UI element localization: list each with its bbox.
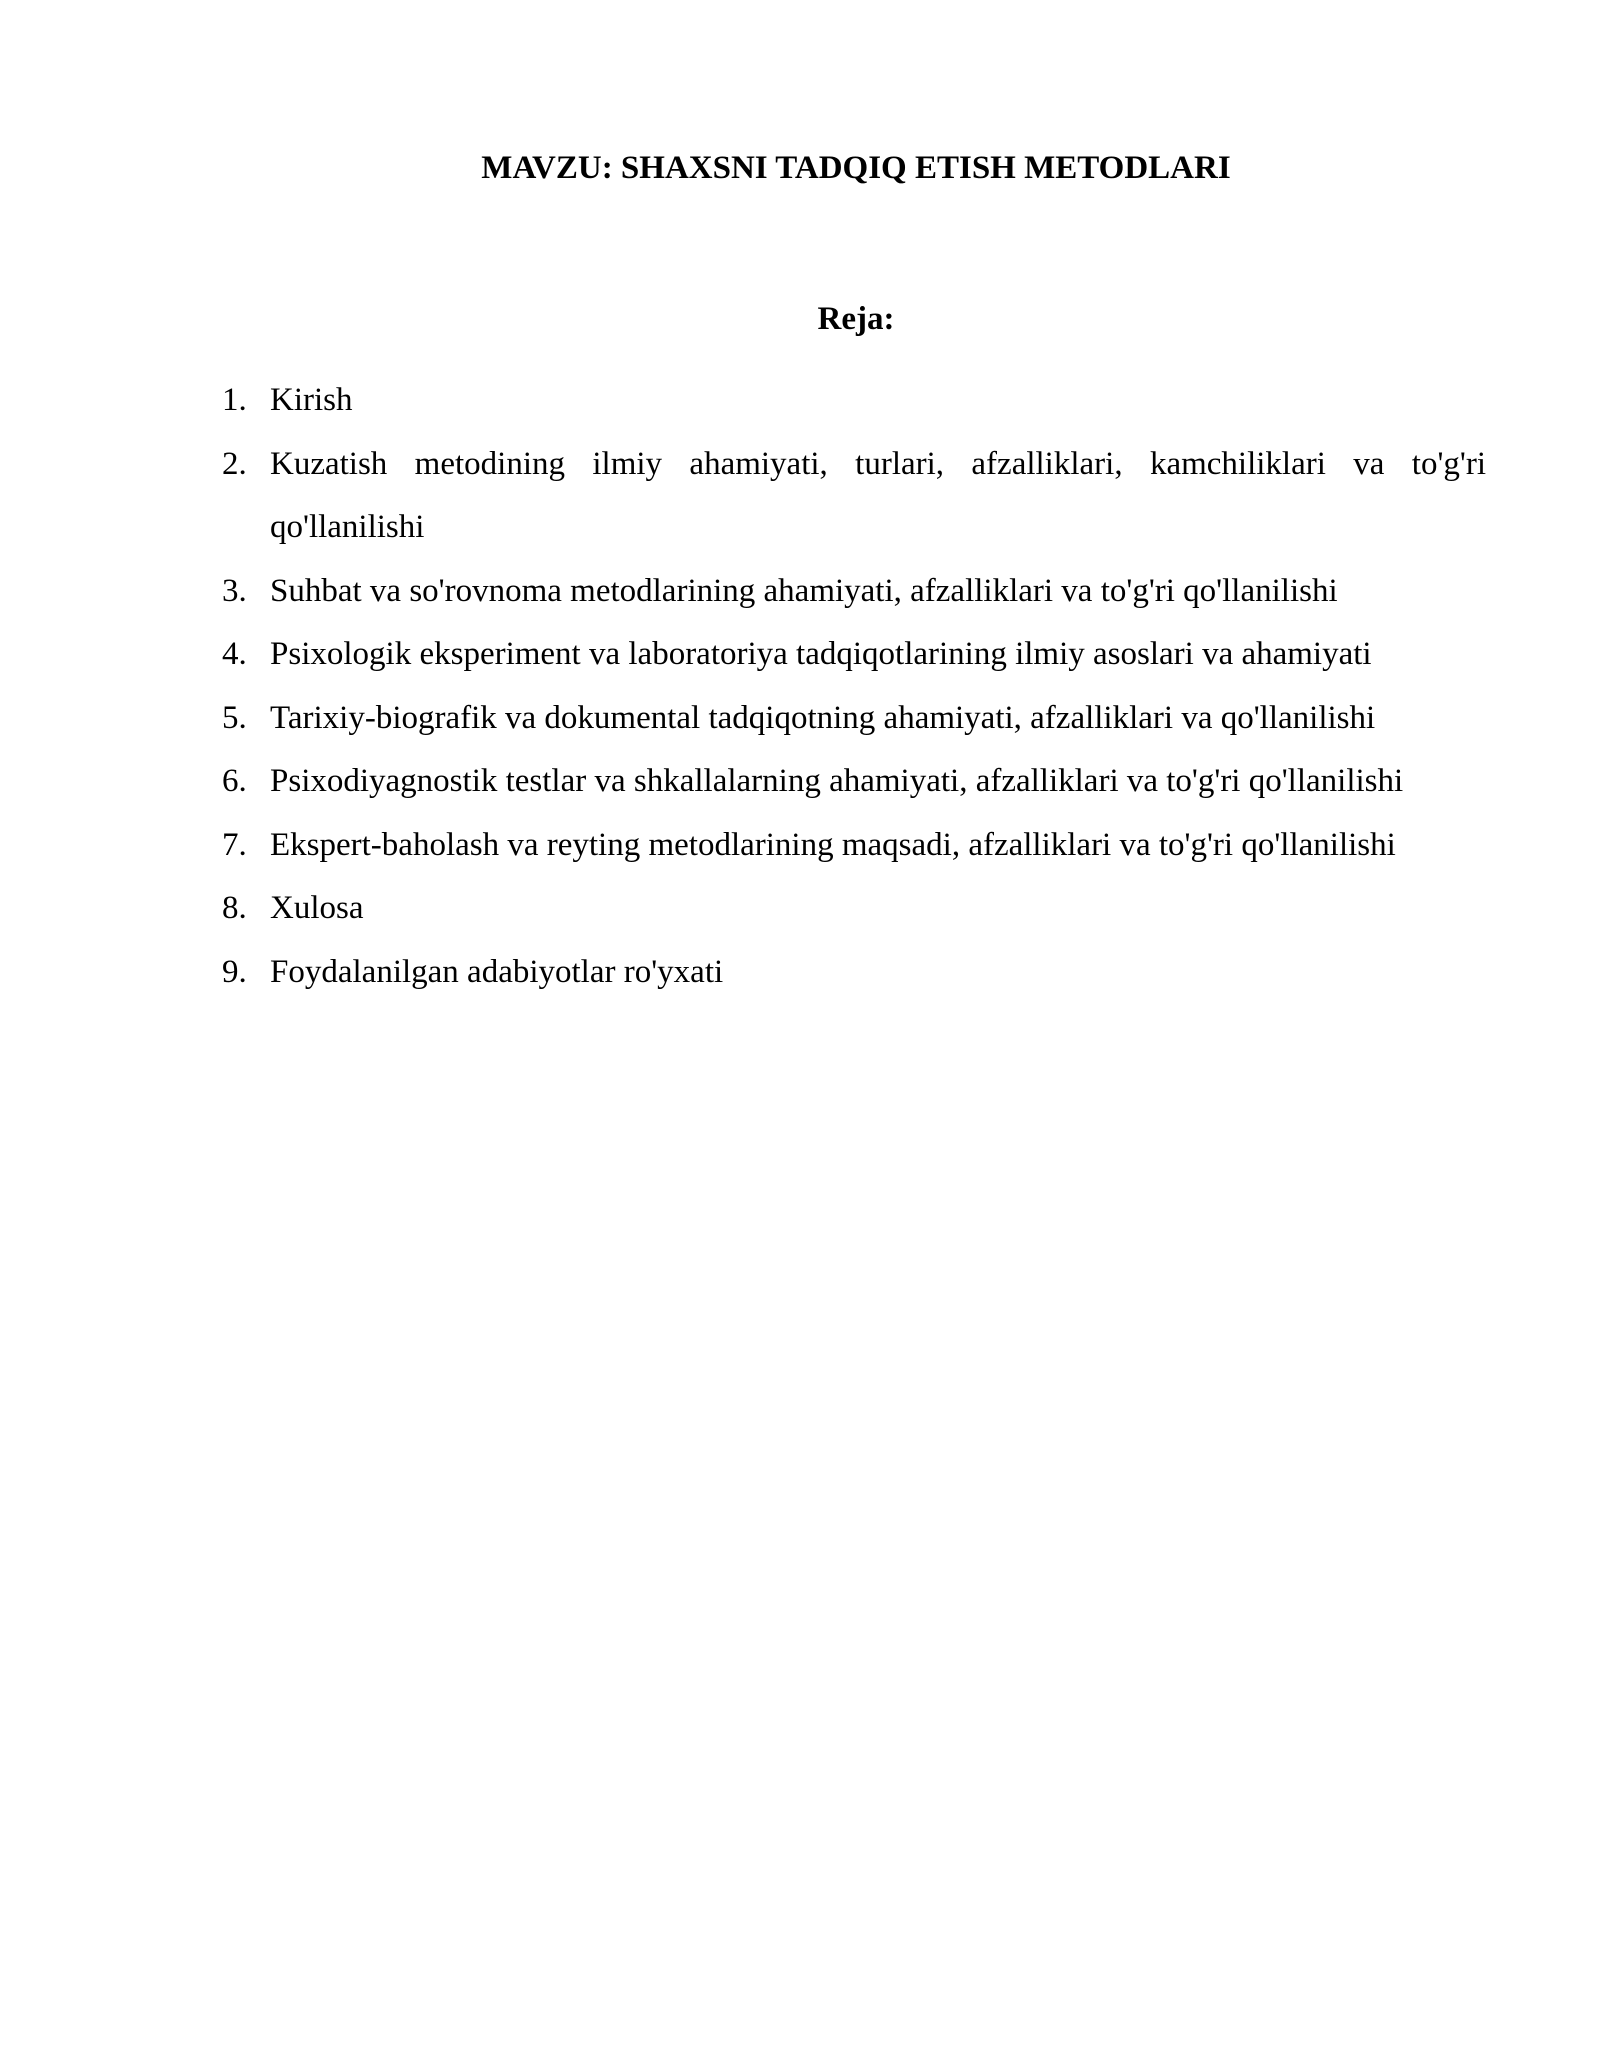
plan-item-text: Tarixiy-biografik va dokumental tadqiqotning ahamiyati, afzalliklari va qo'llanilishi — [270, 699, 1376, 736]
document-title: MAVZU: SHAXSNI TADQIQ ETISH METODLARI — [481, 150, 1231, 186]
plan-item-number: 9. — [222, 953, 247, 990]
plan-item-number: 6. — [222, 763, 247, 799]
plan-item-text: Kuzatish metodining ilmiy ahamiyati, turlari, afzalliklari, kamchiliklari va to'g'ri qo'llanilishi — [270, 445, 1486, 545]
plan-item-number: 5. — [222, 699, 247, 736]
plan-item-number: 3. — [222, 572, 247, 609]
plan-item — [222, 877, 1486, 941]
plan-item-number: 7. — [222, 826, 247, 863]
plan-item-text: Kirish — [270, 382, 353, 418]
plan-item-text: Psixodiyagnostik testlar va shkallalarning ahamiyati, afzalliklari va to'g'ri qo'llanilishi — [270, 763, 1404, 799]
plan-item-text: Xulosa — [270, 890, 364, 926]
plan-list — [222, 369, 1486, 1004]
plan-item-number: 2. — [222, 445, 247, 482]
plan-item — [222, 560, 1486, 624]
plan-item-text: Suhbat va so'rovnoma metodlarining ahamiyati, afzalliklari va to'g'ri qo'llanilishi — [270, 572, 1338, 609]
plan-item — [222, 814, 1486, 878]
plan-item — [222, 433, 1486, 560]
plan-item-number: 4. — [222, 636, 247, 672]
plan-item — [222, 750, 1486, 814]
plan-item-text: Foydalanilgan adabiyotlar ro'yxati — [270, 953, 724, 990]
plan-item — [222, 687, 1486, 751]
plan-heading: Reja: — [817, 301, 895, 337]
plan-item — [222, 623, 1486, 687]
plan-item-text: Ekspert-baholash va reyting metodlarining maqsadi, afzalliklari va to'g'ri qo'llanilishi — [270, 826, 1396, 863]
plan-item-text: Psixologik eksperiment va laboratoriya tadqiqotlarining ilmiy asoslari va ahamiyati — [270, 636, 1372, 672]
plan-item-number: 8. — [222, 890, 247, 926]
plan-item-number: 1. — [222, 382, 247, 418]
plan-item — [222, 369, 1486, 433]
plan-item — [222, 941, 1486, 1005]
